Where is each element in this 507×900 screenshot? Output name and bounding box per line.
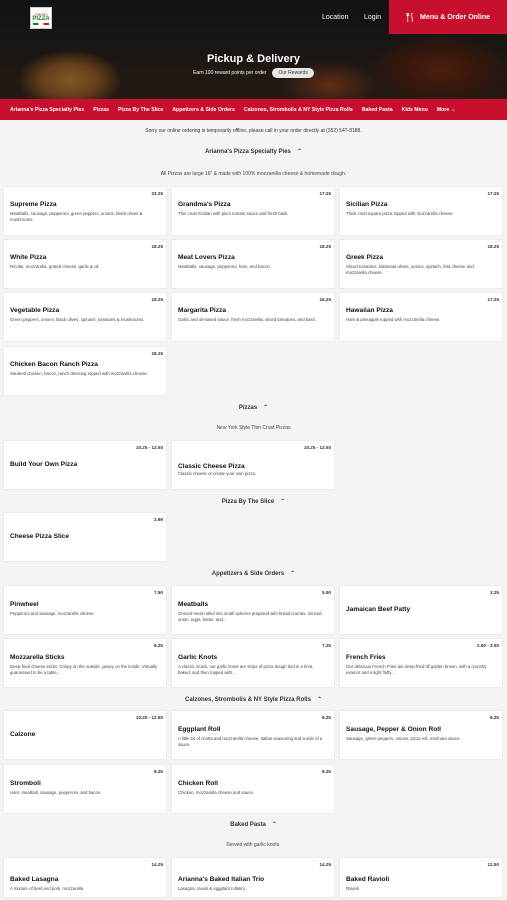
chevron-up-icon[interactable]: ⌃ bbox=[296, 149, 302, 155]
category-tab-pizza-by-slice[interactable]: Pizza By The Slice bbox=[118, 106, 164, 113]
chevron-down-icon: ⌄ bbox=[451, 106, 456, 113]
item-name: Garlic Knots bbox=[178, 654, 218, 661]
item-name: Sausage, Pepper & Onion Roll bbox=[346, 726, 441, 733]
menu-item-card-baked-ravioli[interactable] bbox=[339, 857, 503, 898]
item-price: 17.25 bbox=[319, 191, 331, 196]
section-header-baked-pasta[interactable] bbox=[0, 821, 507, 828]
menu-item-card-chicken-bacon-ranch-pizza[interactable] bbox=[3, 346, 167, 396]
section-description: New York Style Thin Crust Pizzas bbox=[216, 425, 291, 431]
item-description: Meatballs, sausage, pepperoni, ham, and bacon. bbox=[178, 264, 271, 269]
our-rewards-button[interactable]: Our Rewards bbox=[272, 68, 313, 78]
item-description: Lasagna, ravioli & eggplant rollatini. bbox=[178, 886, 246, 891]
logo-flag-stripe bbox=[33, 23, 49, 25]
menu-item-card-garlic-knots[interactable] bbox=[171, 638, 335, 688]
section-title: Calzones, Strombolis & NY Style Pizza Rolls bbox=[185, 696, 311, 703]
chevron-up-icon[interactable]: ⌃ bbox=[271, 822, 277, 828]
section-title: Arianna's Pizza Specialty Pies bbox=[205, 148, 291, 155]
hero-banner bbox=[0, 0, 507, 99]
item-price: 3.25 bbox=[490, 590, 499, 595]
category-tab-appetizers[interactable]: Appetizers & Side Orders bbox=[172, 106, 235, 113]
item-name: Chicken Bacon Ranch Pizza bbox=[10, 361, 98, 368]
menu-item-card-calzone[interactable] bbox=[3, 710, 167, 760]
chevron-up-icon[interactable]: ⌃ bbox=[316, 697, 322, 703]
item-price: 2.50 - 3.50 bbox=[477, 643, 499, 648]
category-tab-calzones[interactable]: Calzones, Strombolis & NY Style Pizza Rolls bbox=[243, 106, 353, 113]
item-price: 5.50 bbox=[322, 590, 331, 595]
item-name: French Fries bbox=[346, 654, 386, 661]
item-name: Grandma's Pizza bbox=[178, 201, 231, 208]
item-name: Chicken Roll bbox=[178, 780, 218, 787]
nav-login-link[interactable]: Login bbox=[364, 13, 382, 21]
item-name: Vegetable Pizza bbox=[10, 307, 60, 314]
restaurant-logo[interactable] bbox=[30, 7, 52, 29]
item-price: 14.25 bbox=[319, 862, 331, 867]
logo-top-text: Arianna's bbox=[34, 11, 48, 16]
item-description: Ground meat rolled into small spheres prepared with bread crumbs, minced onion, eggs, butter, and... bbox=[178, 611, 322, 622]
section-description: Served with garlic knots. bbox=[226, 842, 281, 848]
item-description: Sliced tomatoes, kalamata olives, onions, spinach, feta cheese and mozzarella cheese. bbox=[346, 264, 474, 275]
menu-item-card-meat-lovers-pizza[interactable] bbox=[171, 239, 335, 289]
item-price: 2.99 bbox=[154, 517, 163, 522]
item-price: 8.25 bbox=[490, 715, 499, 720]
item-price: 14.25 bbox=[151, 862, 163, 867]
section-header-pizza-by-the-slice[interactable] bbox=[0, 498, 507, 505]
item-name: Cheese Pizza Slice bbox=[10, 533, 70, 540]
menu-item-card-baked-lasagna[interactable] bbox=[3, 857, 167, 898]
ordering-offline-notice: Sorry our online ordering is temporarily offline, please call in your order directly at (352) 547-8188. bbox=[145, 128, 362, 134]
item-name: Sicilian Pizza bbox=[346, 201, 388, 208]
item-name: Jamaican Beef Patty bbox=[346, 606, 411, 613]
item-price: 17.25 bbox=[487, 297, 499, 302]
chevron-up-icon[interactable]: ⌃ bbox=[290, 571, 296, 577]
section-header-calzones-strombolis-ny-style-pizza-rolls[interactable] bbox=[0, 696, 507, 703]
item-name: Pinwheel bbox=[10, 601, 39, 608]
item-price: 8.25 bbox=[322, 769, 331, 774]
item-description: Ravioli bbox=[346, 886, 359, 891]
menu-item-card-sausage-pepper-onion-roll[interactable] bbox=[339, 710, 503, 760]
item-price: 8.25 bbox=[154, 769, 163, 774]
item-price: 18.25 bbox=[151, 244, 163, 249]
item-description: Meatballs, sausage, pepperoni, green peppers, onions, black olives & mushrooms. bbox=[10, 211, 143, 222]
item-description: A little bit of ricotta and mozzarella cheese, Italian seasoning and a side of a sauce. bbox=[178, 736, 323, 747]
item-description: Pepperoni and sausage, mozzarella cheese. bbox=[10, 611, 95, 616]
item-price: 10.25 - 12.50 bbox=[303, 445, 331, 450]
item-name: Stromboli bbox=[10, 780, 41, 787]
menu-order-online-label: Menu & Order Online bbox=[419, 13, 490, 21]
category-tab-pizzas[interactable]: Pizzas bbox=[93, 106, 110, 113]
item-name: Greek Pizza bbox=[346, 254, 384, 261]
menu-item-card-hawaiian-pizza[interactable] bbox=[339, 292, 503, 342]
item-description: Green peppers, onions, black olives, spinach, tomatoes & mushrooms. bbox=[10, 317, 145, 322]
item-description: Ham & pineapple topped with mozzarella cheese. bbox=[346, 317, 441, 322]
item-name: Calzone bbox=[10, 731, 36, 738]
item-price: 10.25 - 12.50 bbox=[135, 445, 163, 450]
item-price: 8.25 bbox=[322, 715, 331, 720]
item-description: Chicken, mozzarella cheese and sauce. bbox=[178, 790, 254, 795]
item-name: Arianna's Baked Italian Trio bbox=[178, 876, 265, 883]
category-more-dropdown[interactable] bbox=[437, 107, 456, 113]
hero-subtitle: Earn 100 reward points per order bbox=[193, 70, 267, 76]
menu-item-card-pinwheel[interactable] bbox=[3, 585, 167, 635]
chevron-up-icon[interactable]: ⌃ bbox=[263, 405, 269, 411]
item-description: Deep-fried cheese sticks. Crispy on the outside, gooey on the inside. Virtually guaranteed to be a table... bbox=[10, 664, 158, 675]
item-name: Meat Lovers Pizza bbox=[178, 254, 235, 261]
menu-item-card-chicken-roll[interactable] bbox=[171, 764, 335, 814]
section-header-pizzas[interactable] bbox=[0, 404, 507, 411]
section-header-appetizers-side-orders[interactable] bbox=[0, 570, 507, 577]
item-description: Thick crust square pizza topped with mozzarella cheese. bbox=[346, 211, 454, 216]
item-name: Supreme Pizza bbox=[10, 201, 57, 208]
item-price: 8.25 bbox=[154, 643, 163, 648]
nav-location-link[interactable]: Location bbox=[322, 13, 349, 21]
section-title: Baked Pasta bbox=[230, 821, 266, 828]
item-name: Margarita Pizza bbox=[178, 307, 227, 314]
item-description: Classic cheese or create your own pizza. bbox=[178, 471, 257, 476]
hero-subtitle-row bbox=[0, 68, 507, 78]
category-tab-baked-pasta[interactable]: Baked Pasta bbox=[361, 106, 393, 113]
category-tab-specialty-pies[interactable]: Arianna's Pizza Specialty Pies bbox=[10, 106, 85, 113]
item-price: 12.50 bbox=[487, 862, 499, 867]
item-price: 18.25 bbox=[487, 244, 499, 249]
item-description: Garlic and oil-based sauce, fresh mozzarella, sliced tomatoes, and basil. bbox=[178, 317, 316, 322]
item-description: Our delicious French Fries are deep-fried till golden brown, with a crunchy exterior and a light fluffy... bbox=[346, 664, 487, 675]
menu-item-card-eggplant-roll[interactable] bbox=[171, 710, 335, 760]
more-label: More bbox=[436, 106, 450, 113]
item-name: Baked Lasagna bbox=[10, 876, 59, 883]
menu-item-card-jamaican-beef-patty[interactable] bbox=[339, 585, 503, 635]
item-name: Hawaiian Pizza bbox=[346, 307, 393, 314]
item-description: Thin crust Sicilian with plum tomato sauce and fresh basil. bbox=[178, 211, 289, 216]
menu-item-card-meatballs[interactable] bbox=[171, 585, 335, 635]
item-price: 16.25 bbox=[319, 297, 331, 302]
item-description: A mixture of beef and pork, mozzarella bbox=[10, 886, 84, 891]
menu-item-card-greek-pizza[interactable] bbox=[339, 239, 503, 289]
chevron-up-icon[interactable]: ⌃ bbox=[280, 499, 286, 505]
item-price: 18.25 bbox=[151, 351, 163, 356]
item-description: Sausage, green peppers, onions, pizza roll, marinara sauce. bbox=[346, 736, 461, 741]
item-name: Eggplant Roll bbox=[178, 726, 221, 733]
menu-item-card-cheese-pizza-slice[interactable] bbox=[3, 512, 167, 562]
item-price: 18.25 bbox=[319, 244, 331, 249]
menu-item-card-vegetable-pizza[interactable] bbox=[3, 292, 167, 342]
menu-item-card-mozzarella-sticks[interactable] bbox=[3, 638, 167, 688]
section-description: All Pizzas are large 16" & made with 100% mozzarella cheese & homemade dough. bbox=[160, 171, 347, 177]
menu-item-card-stromboli[interactable] bbox=[3, 764, 167, 814]
menu-item-card-arianna-s-baked-italian-trio[interactable] bbox=[171, 857, 335, 898]
item-price: 7.50 bbox=[154, 590, 163, 595]
menu-item-card-white-pizza[interactable] bbox=[3, 239, 167, 289]
item-price: 7.25 bbox=[322, 643, 331, 648]
fork-knife-icon bbox=[406, 13, 415, 22]
item-name: Build Your Own Pizza bbox=[10, 461, 78, 468]
item-name: Classic Cheese Pizza bbox=[178, 463, 245, 470]
item-description: A classic snack, our garlic knots are strips of pizza dough tied in a knot, baked, and then topped with... bbox=[178, 664, 314, 675]
item-name: Meatballs bbox=[178, 601, 209, 608]
item-price: 17.25 bbox=[487, 191, 499, 196]
category-tab-kids-menu[interactable]: Kids Menu bbox=[401, 106, 428, 113]
menu-item-card-classic-cheese-pizza[interactable] bbox=[171, 440, 335, 490]
menu-item-card-sicilian-pizza[interactable] bbox=[339, 186, 503, 236]
item-name: Baked Ravioli bbox=[346, 876, 390, 883]
item-description: Sauteed chicken, bacon, ranch dressing topped with mozzarella cheese. bbox=[10, 371, 148, 376]
section-title: Pizza By The Slice bbox=[221, 498, 275, 505]
item-description: Ricotta, mozzarella, grated cheese, garlic & oil. bbox=[10, 264, 100, 269]
logo-main-text: PIZZA bbox=[32, 15, 50, 22]
item-price: 18.25 bbox=[151, 297, 163, 302]
item-description: Ham, meatball, sausage, pepperoni, and bacon. bbox=[10, 790, 102, 795]
category-nav-bar bbox=[0, 99, 507, 120]
section-title: Appetizers & Side Orders bbox=[211, 570, 285, 577]
menu-item-card-grandma-s-pizza[interactable] bbox=[171, 186, 335, 236]
menu-order-online-button[interactable] bbox=[389, 0, 507, 34]
item-price: 10.25 - 12.50 bbox=[135, 715, 163, 720]
item-name: White Pizza bbox=[10, 254, 47, 261]
menu-item-card-build-your-own-pizza[interactable] bbox=[3, 440, 167, 490]
menu-item-card-margarita-pizza[interactable] bbox=[171, 292, 335, 342]
section-title: Pizzas bbox=[238, 404, 258, 411]
section-header-arianna-s-pizza-specialty-pies[interactable] bbox=[0, 148, 507, 155]
item-price: 23.25 bbox=[151, 191, 163, 196]
menu-item-card-french-fries[interactable] bbox=[339, 638, 503, 688]
hero-title: Pickup & Delivery bbox=[207, 53, 300, 65]
item-name: Mozzarella Sticks bbox=[10, 654, 65, 661]
menu-item-card-supreme-pizza[interactable] bbox=[3, 186, 167, 236]
